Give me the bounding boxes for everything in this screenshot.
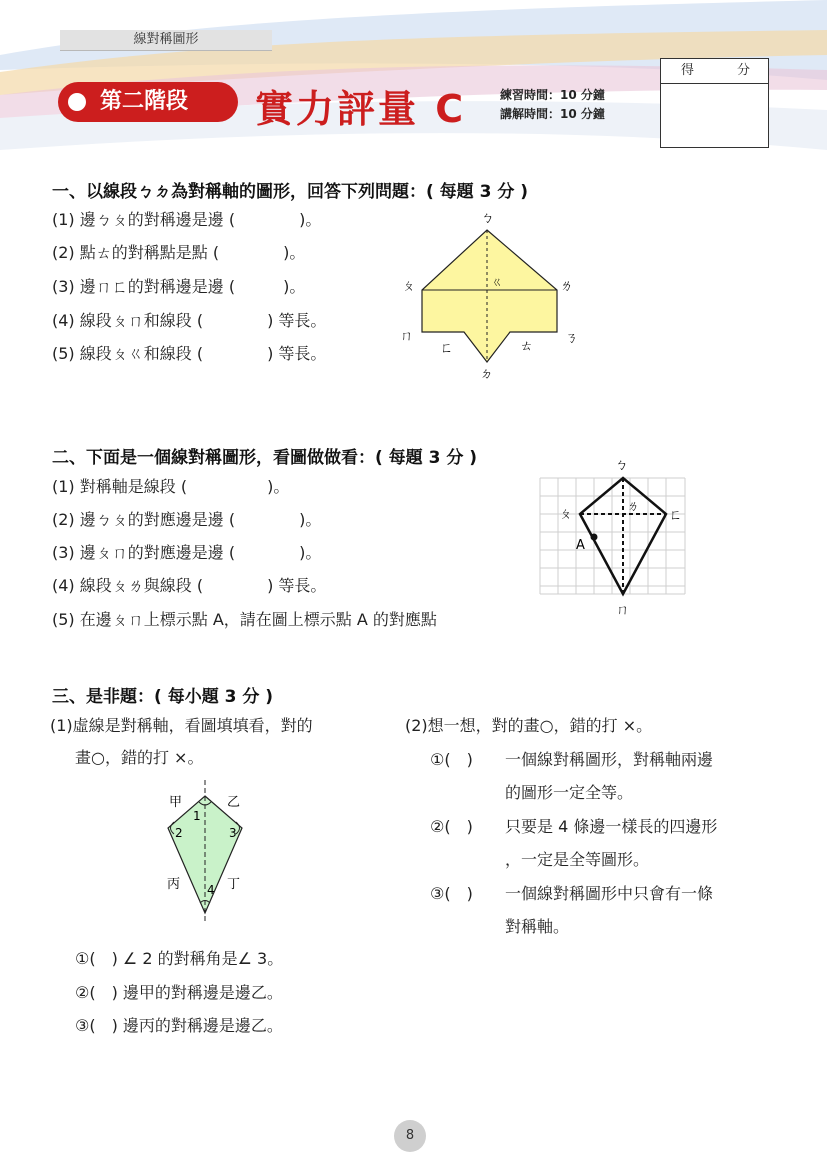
s2-question-4: (4) 線段ㄆㄌ與線段 ( ) 等長。 bbox=[52, 576, 327, 595]
s1-label-bottom: ㄉ bbox=[480, 367, 494, 382]
section3-title: 三、是非題：( 每小題 3 分 ) bbox=[52, 687, 274, 707]
s2-question-3: (3) 邊ㄆㄇ的對應邊是邊 ( )。 bbox=[52, 543, 322, 562]
s3-part1-intro-2: 畫○，錯的打 ×。 bbox=[75, 748, 204, 767]
s3-label-2: 2 bbox=[175, 826, 183, 840]
section3-figure bbox=[155, 778, 265, 923]
s1-label-notch-right: ㄊ bbox=[520, 339, 534, 354]
s2-label-right: ㄈ bbox=[669, 508, 683, 523]
s3-label-1: 1 bbox=[193, 809, 201, 823]
s3-part2-item-3-line1: 一個線對稱圖形中只會有一條 bbox=[505, 884, 714, 903]
section2-title: 二、下面是一個線對稱圖形，看圖做做看：( 每題 3 分 ) bbox=[52, 448, 478, 468]
s2-label-center: ㄌ bbox=[627, 499, 640, 513]
s3-part1-item-2: ②( ) 邊甲的對稱邊是邊乙。 bbox=[75, 983, 283, 1002]
s1-question-5: (5) 線段ㄆㄍ和線段 ( ) 等長。 bbox=[52, 344, 327, 363]
section1-figure bbox=[390, 200, 590, 385]
s2-question-5: (5) 在邊ㄆㄇ上標示點 A，請在圖上標示點 A 的對應點 bbox=[52, 610, 437, 629]
s3-label-c: 丙 bbox=[167, 877, 181, 892]
s3-part2-item-2-mark: ②( ) bbox=[430, 817, 473, 836]
s3-part2-item-3-line2: 對稱軸。 bbox=[505, 917, 570, 936]
s3-part2-item-1-line2: 的圖形一定全等。 bbox=[505, 783, 634, 802]
s3-part2-item-1-line1: 一個線對稱圖形，對稱軸兩邊 bbox=[505, 750, 714, 769]
score-box bbox=[660, 58, 769, 148]
s1-question-2: (2) 點ㄊ的對稱點是點 ( )。 bbox=[52, 243, 306, 262]
s1-question-3: (3) 邊ㄇㄈ的對稱邊是邊 ( )。 bbox=[52, 277, 306, 296]
topic-tag: 線對稱圖形 bbox=[60, 30, 272, 51]
s1-label-right: ㄌ bbox=[560, 279, 574, 294]
s3-label-a: 甲 bbox=[169, 795, 183, 810]
s3-part1-item-3: ③( ) 邊丙的對稱邊是邊乙。 bbox=[75, 1016, 283, 1035]
s3-label-b: 乙 bbox=[227, 795, 241, 810]
stage-label: 第二階段 bbox=[100, 89, 189, 114]
s3-part1-intro-1: (1)虛線是對稱軸，看圖填填看，對的 bbox=[50, 716, 313, 735]
s3-part1-item-1: ①( ) ∠ 2 的對稱角是∠ 3。 bbox=[75, 949, 284, 968]
s2-point-a bbox=[591, 534, 598, 541]
s1-question-1: (1) 邊ㄅㄆ的對稱邊是邊 ( )。 bbox=[52, 210, 322, 229]
score-label-left: 得 bbox=[681, 63, 695, 78]
s3-label-4: 4 bbox=[207, 883, 215, 897]
s3-part2-intro: (2)想一想，對的畫○，錯的打 ×。 bbox=[405, 716, 653, 735]
section2-figure bbox=[535, 452, 705, 617]
s1-label-center: ㄍ bbox=[491, 275, 504, 289]
s3-label-3: 3 bbox=[229, 826, 237, 840]
s2-question-1: (1) 對稱軸是線段 ( )。 bbox=[52, 477, 290, 496]
s1-label-top: ㄅ bbox=[481, 211, 495, 226]
s3-part2-item-2-line1: 只要是 4 條邊一樣長的四邊形 bbox=[505, 817, 718, 836]
s1-label-bottom-right: ㄋ bbox=[565, 331, 579, 346]
s2-question-2: (2) 邊ㄅㄆ的對應邊是邊 ( )。 bbox=[52, 510, 322, 529]
s3-part2-item-2-line2: ，一定是全等圖形。 bbox=[505, 850, 650, 869]
stage-badge bbox=[58, 82, 238, 122]
s2-label-left: ㄆ bbox=[559, 507, 573, 522]
s1-label-bottom-left: ㄇ bbox=[400, 329, 414, 344]
page-number: 8 bbox=[394, 1120, 426, 1152]
page-title: 實力評量 C bbox=[255, 87, 467, 131]
s1-label-notch-left: ㄈ bbox=[440, 341, 454, 356]
score-header bbox=[661, 59, 768, 84]
score-label-right: 分 bbox=[736, 63, 750, 78]
time-info bbox=[500, 86, 605, 124]
s2-label-a: A bbox=[576, 538, 585, 553]
s1-label-left: ㄆ bbox=[402, 279, 416, 294]
s1-question-4: (4) 線段ㄆㄇ和線段 ( ) 等長。 bbox=[52, 311, 327, 330]
s3-label-d: 丁 bbox=[227, 877, 241, 892]
section1-title: 一、以線段ㄅㄉ為對稱軸的圖形，回答下列問題：( 每題 3 分 ) bbox=[52, 182, 529, 202]
s2-label-bottom: ㄇ bbox=[616, 603, 630, 617]
practice-time: 練習時間：10 分鐘 bbox=[500, 88, 605, 102]
explain-time: 講解時間：10 分鐘 bbox=[500, 107, 605, 121]
s3-part2-item-3-mark: ③( ) bbox=[430, 884, 473, 903]
s2-label-top: ㄅ bbox=[615, 458, 629, 473]
bullet-icon bbox=[68, 93, 86, 111]
s3-part2-item-1-mark: ①( ) bbox=[430, 750, 473, 769]
